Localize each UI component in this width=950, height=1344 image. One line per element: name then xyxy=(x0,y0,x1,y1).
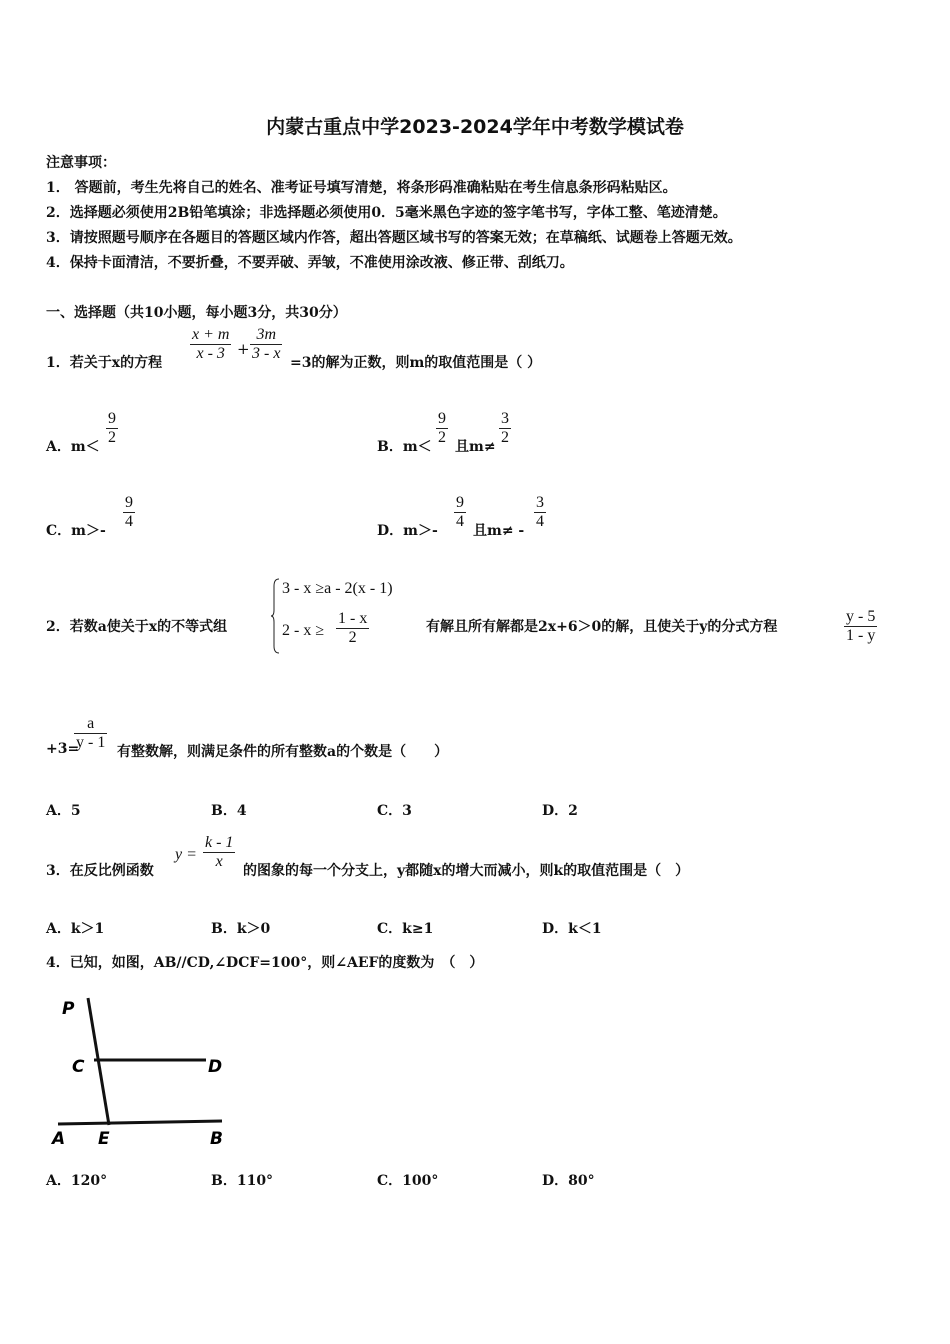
q2-line2-suffix: 有整数解，则满足条件的所有整数a的个数是（ ） xyxy=(117,744,449,760)
q1-prefix: 1．若关于x的方程 xyxy=(46,355,163,371)
q3-option-b: B．k＞0 xyxy=(211,921,271,937)
q1-option-d-fraction-2 xyxy=(534,494,546,531)
numerator: a xyxy=(87,715,95,732)
q1-option-b-fraction xyxy=(436,410,448,447)
q2-inequality-2-left: 2 - x ≥ xyxy=(282,622,325,639)
denominator: 2 xyxy=(108,429,116,446)
q1-frac2-denominator: 3 - x xyxy=(252,345,281,362)
q2-option-b: B．4 xyxy=(211,803,247,819)
numerator: 9 xyxy=(108,410,116,427)
numerator: 9 xyxy=(125,494,133,511)
denominator: x xyxy=(203,852,235,871)
numerator: 1 - x xyxy=(338,610,368,627)
q2-equation-fraction-2 xyxy=(74,715,107,752)
q2-inequality-2-fraction xyxy=(336,610,369,647)
q1-frac1-numerator: x + m xyxy=(192,326,230,343)
q1-frac1-denominator: x - 3 xyxy=(190,344,231,363)
notice-item: 3．请按照题号顺序在各题目的答题区域内作答，超出答题区域书写的答案无效；在草稿纸、试题卷上答题无效。 xyxy=(46,230,742,246)
q3-suffix: 的图象的每一个分支上，y都随x的增大而减小，则k的取值范围是（ ） xyxy=(243,863,690,879)
q1-fraction-2 xyxy=(250,326,282,363)
q2-middle: 有解且所有解都是2x+6＞0的解，且使关于y的分式方程 xyxy=(426,619,778,635)
q1-frac2-numerator: 3m xyxy=(256,326,276,343)
q1-option-a-fraction xyxy=(106,410,118,447)
q1-option-d: D．m＞- xyxy=(377,523,438,539)
numerator: 3 xyxy=(501,410,509,427)
denominator: 1 - y xyxy=(846,627,876,644)
q3-function-left: y = xyxy=(175,846,197,863)
q2-inequality-1: 3 - x ≥a - 2(x - 1) xyxy=(282,580,393,597)
numerator: 3 xyxy=(536,494,544,511)
q1-option-b-condition: 且m≠ xyxy=(455,439,496,455)
label-d: D xyxy=(208,1057,223,1077)
notice-heading: 注意事项： xyxy=(46,155,116,171)
denominator: 2 xyxy=(336,628,369,647)
label-p: P xyxy=(62,999,75,1019)
q4-figure xyxy=(44,984,234,1150)
q1-option-d-condition: 且m≠ - xyxy=(473,523,525,539)
q1-option-b: B．m＜ xyxy=(377,439,432,455)
denominator: 2 xyxy=(501,429,509,446)
q1-option-d-fraction xyxy=(454,494,466,531)
denominator: 4 xyxy=(125,513,133,530)
q1-option-b-fraction-2 xyxy=(499,410,511,447)
numerator: 9 xyxy=(438,410,446,427)
q3-option-d: D．k＜1 xyxy=(542,921,602,937)
q2-equation-fraction xyxy=(844,608,877,645)
denominator: y - 1 xyxy=(76,734,106,751)
q2-line2-prefix: +3= xyxy=(46,741,80,757)
q1-suffix: =3的解为正数，则m的取值范围是（ ） xyxy=(290,355,542,371)
q3-option-a: A．k＞1 xyxy=(46,921,105,937)
numerator: k - 1 xyxy=(205,834,234,851)
q4-option-a: A．120° xyxy=(46,1173,108,1189)
label-c: C xyxy=(72,1057,85,1077)
q1-plus: + xyxy=(237,340,250,358)
q4-text: 4．已知，如图，AB//CD,∠DCF=100°，则∠AEF的度数为 （ ） xyxy=(46,955,484,971)
notice-item: 4．保持卡面清洁，不要折叠，不要弄破、弄皱，不准使用涂改液、修正带、刮纸刀。 xyxy=(46,255,574,271)
denominator: 4 xyxy=(456,513,464,530)
section-heading: 一、选择题（共10小题，每小题3分，共30分） xyxy=(46,305,347,321)
q3-prefix: 3．在反比例函数 xyxy=(46,863,154,879)
denominator: 4 xyxy=(536,513,544,530)
q1-option-c-fraction xyxy=(123,494,135,531)
q1-fraction-1 xyxy=(190,326,231,363)
q4-option-b: B．110° xyxy=(211,1173,274,1189)
label-a: A xyxy=(52,1129,66,1149)
line-ab xyxy=(58,1121,222,1124)
denominator: 2 xyxy=(438,429,446,446)
notice-item: 1． 答题前，考生先将自己的姓名、准考证号填写清楚，将条形码准确粘贴在考生信息条形码粘贴区。 xyxy=(46,180,677,196)
q2-option-d: D．2 xyxy=(542,803,578,819)
label-b: B xyxy=(210,1129,223,1149)
numerator: 9 xyxy=(456,494,464,511)
q2-option-c: C．3 xyxy=(377,803,412,819)
page-title: 内蒙古重点中学2023-2024学年中考数学模试卷 xyxy=(266,116,684,138)
q4-option-c: C．100° xyxy=(377,1173,439,1189)
q1-option-c: C．m＞- xyxy=(46,523,106,539)
q2-option-a: A．5 xyxy=(46,803,81,819)
q1-option-a: A．m＜ xyxy=(46,439,100,455)
label-e: E xyxy=(98,1129,110,1149)
q3-function-fraction xyxy=(203,834,235,871)
q2-prefix: 2．若数a使关于x的不等式组 xyxy=(46,619,228,635)
q3-option-c: C．k≥1 xyxy=(377,921,434,937)
notice-item: 2．选择题必须使用2B铅笔填涂；非选择题必须使用0．5毫米黑色字迹的签字笔书写，字体工整、笔迹清楚。 xyxy=(46,205,727,221)
numerator: y - 5 xyxy=(846,608,876,625)
q4-option-d: D．80° xyxy=(542,1173,595,1189)
q2-system-brace xyxy=(271,578,281,654)
